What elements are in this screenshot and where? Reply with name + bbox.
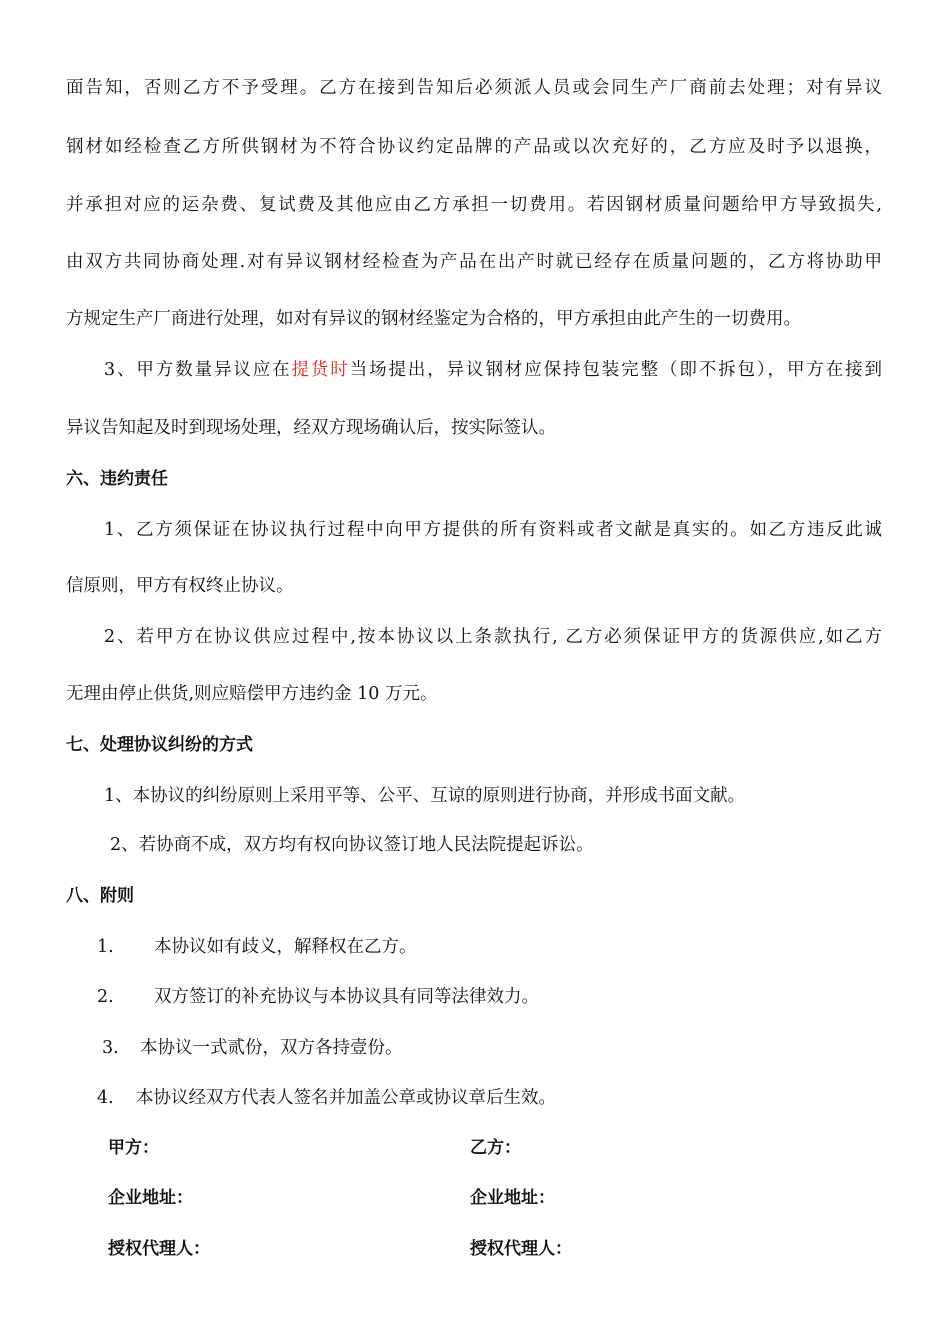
paragraph-line: 并承担对应的运杂费、复试费及其他应由乙方承担一切费用。若因钢材质量问题给甲方导致损失, bbox=[66, 195, 882, 215]
party-a-label: 甲方： bbox=[108, 1138, 159, 1158]
list-number: 3. bbox=[102, 1038, 119, 1058]
party-b-label: 乙方： bbox=[470, 1138, 521, 1158]
list-text: 本协议经双方代表人签名并加盖公章或协议章后生效。 bbox=[136, 1088, 556, 1108]
party-b-address-label: 企业地址： bbox=[470, 1188, 555, 1208]
paragraph-line: 信原则，甲方有权终止协议。 bbox=[66, 576, 294, 596]
paragraph-line: 异议告知起及时到现场处理，经双方现场确认后，按实际签认。 bbox=[66, 418, 556, 438]
list-text: 本协议一式贰份，双方各持壹份。 bbox=[140, 1038, 403, 1058]
paragraph-line: 1、本协议的纠纷原则上采用平等、公平、互谅的原则进行协商，并形成书面文献。 bbox=[104, 786, 746, 806]
section-heading-7: 七、处理协议纠纷的方式 bbox=[66, 735, 253, 755]
list-number: 2. bbox=[97, 987, 114, 1007]
highlight-text: 提货时 bbox=[291, 360, 350, 380]
paragraph-line: 2、若甲方在协议供应过程中,按本协议以上条款执行, 乙方必须保证甲方的货源供应,如乙方 bbox=[104, 627, 882, 647]
paragraph-line: 由双方共同协商处理.对有异议钢材经检查为产品在出产时就已经存在质量问题的，乙方将协助甲 bbox=[66, 252, 882, 272]
paragraph-line: 钢材如经检查乙方所供钢材为不符合协议约定品牌的产品或以次充好的，乙方应及时予以退换， bbox=[66, 137, 882, 157]
paragraph-line: 2、若协商不成，双方均有权向协议签订地人民法院提起诉讼。 bbox=[110, 835, 594, 855]
clause-5-3 bbox=[104, 358, 882, 382]
section-heading-8: 八、附则 bbox=[66, 886, 134, 906]
clause-text: 当场提出，异议钢材应保持包装完整（即不拆包），甲方在接到 bbox=[349, 360, 883, 380]
list-text: 双方签订的补充协议与本协议具有同等法律效力。 bbox=[154, 987, 539, 1007]
paragraph-line: 方规定生产厂商进行处理，如对有异议的钢材经鉴定为合格的，甲方承担由此产生的一切费用。 bbox=[66, 309, 801, 329]
party-b-agent-label: 授权代理人： bbox=[470, 1239, 572, 1259]
list-number: 4. bbox=[97, 1088, 114, 1108]
section-heading-6: 六、违约责任 bbox=[66, 469, 168, 489]
list-number: 1. bbox=[97, 937, 114, 957]
list-text: 本协议如有歧义，解释权在乙方。 bbox=[154, 937, 417, 957]
party-a-address-label: 企业地址： bbox=[108, 1188, 193, 1208]
party-a-agent-label: 授权代理人： bbox=[108, 1239, 210, 1259]
paragraph-line: 无理由停止供货,则应赔偿甲方违约金 10 万元。 bbox=[66, 684, 438, 704]
clause-text: 3、甲方数量异议应在 bbox=[104, 360, 292, 380]
paragraph-line: 1、乙方须保证在协议执行过程中向甲方提供的所有资料或者文献是真实的。如乙方违反此诚 bbox=[104, 520, 882, 540]
paragraph-line: 面告知，否则乙方不予受理。乙方在接到告知后必须派人员或会同生产厂商前去处理；对有异议 bbox=[66, 78, 882, 98]
